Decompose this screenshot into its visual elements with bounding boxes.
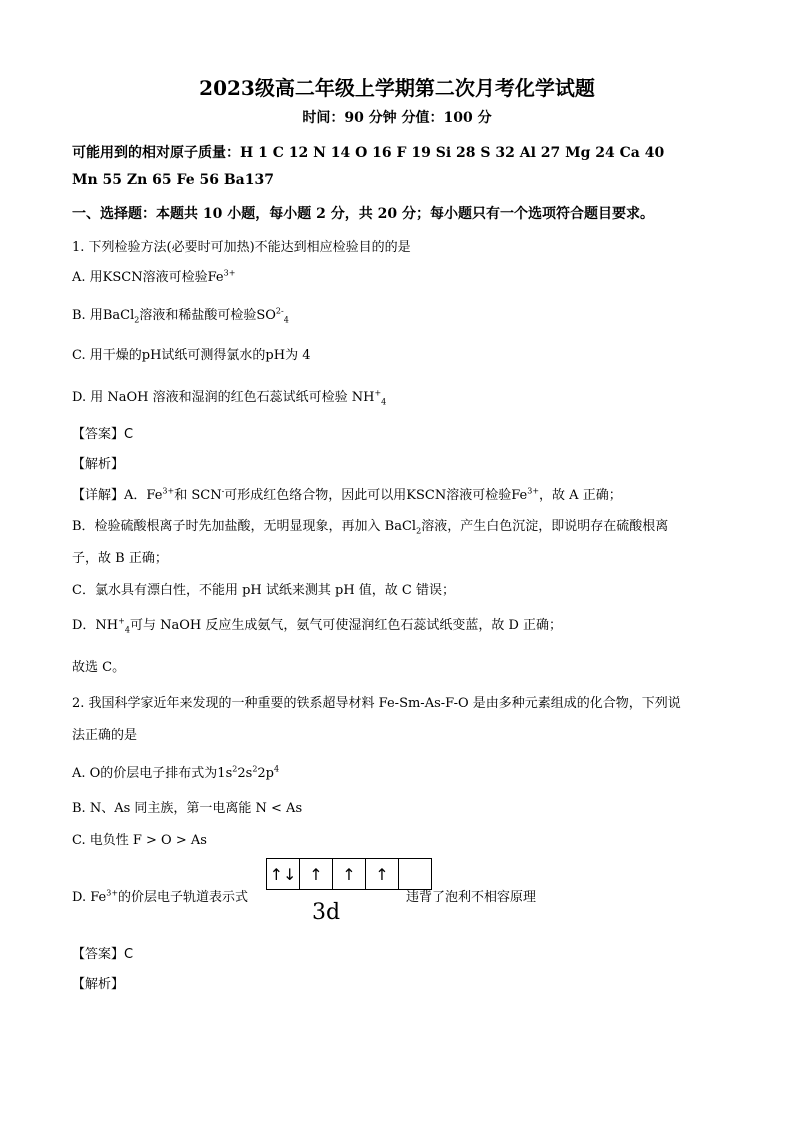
- q2-stem-line2: 法正确的是: [72, 728, 138, 743]
- q1-option-c: C. 用干燥的pH试纸可测得氯水的pH为 4: [72, 348, 311, 363]
- q1-option-b: B. 用BaCl$_2$溶液和稀盐酸可检验$SO^{2-}_4$: [72, 306, 289, 325]
- time-score: 时间：90 分钟 分值：100 分: [302, 110, 492, 126]
- q1-stem: 1. 下列检验方法(必要时可加热)不能达到相应检验目的的是: [72, 240, 411, 255]
- q1-conclusion: 故选 C。: [72, 660, 126, 675]
- q1-analysis-label: 【解析】: [72, 457, 125, 472]
- q1-detail-b1: B．检验硫酸根离子时先加盐酸，无明显现象，再加入 BaCl$_2$溶液，产生白色沉淀，即说明存在硫酸根离: [72, 519, 669, 536]
- orbital-label: 3d: [312, 900, 341, 925]
- q2-stem-line1: 2. 我国科学家近年来发现的一种重要的铁系超导材料 Fe-Sm-As-F-O 是由多种元素组成的化合物，下列说: [72, 696, 681, 711]
- orbital-box-3: ↑: [332, 858, 366, 890]
- q2-answer: 【答案】C: [72, 947, 134, 962]
- orbital-box-2: ↑: [299, 858, 333, 890]
- q2-option-d-suffix: 违背了泡利不相容原理: [406, 890, 537, 905]
- q1-detail-d: D．$NH^+_4$可与 NaOH 反应生成氨气，氨气可使湿润红色石蕊试纸变蓝，故 D 正确；: [72, 616, 563, 635]
- orbital-box-4: ↑: [365, 858, 399, 890]
- q2-option-a: A. O的价层电子排布式为$1s^22s^22p^4$: [72, 764, 280, 781]
- q2-analysis-label: 【解析】: [72, 977, 125, 992]
- q1-answer: 【答案】C: [72, 427, 134, 442]
- atomic-masses-line1: 可能用到的相对原子质量：H 1 C 12 N 14 O 16 F 19 Si 28 S 32 Al 27 Mg 24 Ca 40: [72, 145, 665, 161]
- q2-option-c: C. 电负性 F > O > As: [72, 833, 207, 848]
- q2-option-b: B. N、As 同主族，第一电离能 N < As: [72, 801, 303, 816]
- section-heading: 一、选择题：本题共 10 小题，每小题 2 分，共 20 分；每小题只有一个选项符合题目要求。: [72, 206, 654, 222]
- q1-option-d: D. 用 NaOH 溶液和湿润的红色石蕊试纸可检验 $NH^+_4$: [72, 388, 387, 407]
- q1-detail-c: C．氯水具有漂白性，不能用 pH 试纸来测其 pH 值，故 C 错误；: [72, 583, 456, 598]
- q2-option-d-prefix: D. $Fe^{3+}$的价层电子轨道表示式: [72, 888, 249, 905]
- atomic-masses-line2: Mn 55 Zn 65 Fe 56 Ba137: [72, 172, 274, 188]
- orbital-box-1: ↑↓: [266, 858, 300, 890]
- q1-option-a: A. 用KSCN溶液可检验$Fe^{3+}$: [72, 268, 236, 285]
- q1-detail-a: 【详解】A．$Fe^{3+}$和 SCN-可形成红色络合物，因此可以用KSCN溶液可检验$Fe^{3+}$，故 A 正确；: [72, 486, 622, 503]
- q1-detail-b2: 子，故 B 正确；: [72, 551, 168, 566]
- page-title: 2023级高二年级上学期第二次月考化学试题: [199, 76, 595, 100]
